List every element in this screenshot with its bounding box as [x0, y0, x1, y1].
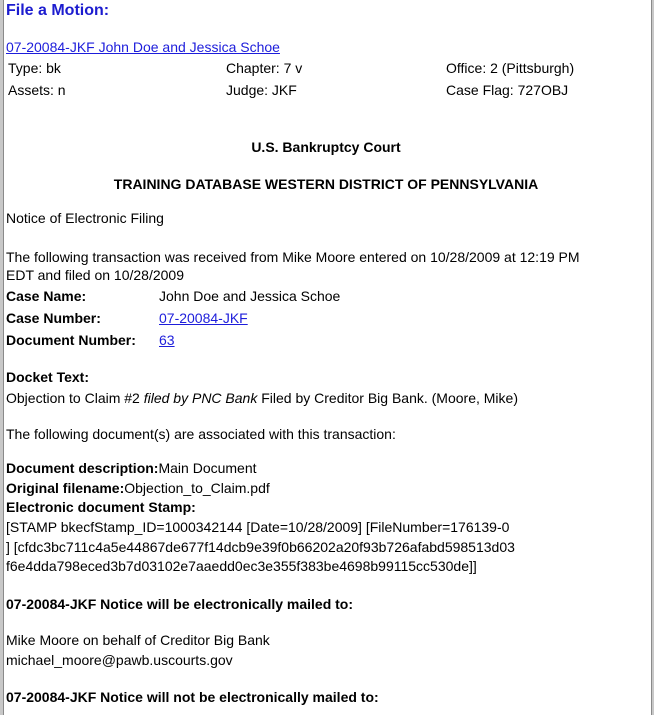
original-filename	[6, 480, 270, 496]
case-info-row	[8, 82, 608, 104]
case-number-link[interactable]: 07-20084-JKF	[159, 310, 248, 326]
stamp-line: [STAMP bkecfStamp_ID=1000342144 [Date=10/28/2009] [FileNumber=176139-0	[6, 519, 510, 535]
notice-heading: Notice of Electronic Filing	[6, 210, 164, 226]
case-info-table	[8, 60, 608, 104]
not-mailed-heading: 07-20084-JKF Notice will not be electronically mailed to:	[6, 689, 379, 705]
court-name: U.S. Bankruptcy Court	[251, 139, 401, 155]
document-description-label: Document description:	[6, 460, 159, 476]
docket-text-label: Docket Text:	[6, 369, 89, 385]
docket-text	[6, 390, 518, 406]
field-row	[6, 288, 340, 310]
case-flag: Case Flag: 727OBJ	[446, 82, 569, 98]
case-number-label: Case Number:	[6, 310, 101, 326]
docket-text-pre: Objection to Claim #2	[6, 390, 144, 406]
left-frame-border	[0, 0, 4, 715]
field-row	[6, 332, 340, 354]
court-district: TRAINING DATABASE WESTERN DISTRICT OF PENNSYLVANIA	[113, 176, 539, 192]
docket-text-post: Filed by Creditor Big Bank. (Moore, Mike)	[257, 390, 518, 406]
stamp-label: Electronic document Stamp:	[6, 499, 196, 515]
case-link[interactable]: 07-20084-JKF John Doe and Jessica Schoe	[6, 39, 280, 55]
page-title: File a Motion:	[6, 2, 110, 19]
recipient-email: michael_moore@pawb.uscourts.gov	[6, 652, 233, 668]
documents-intro: The following document(s) are associated with this transaction:	[6, 426, 396, 442]
case-info-row	[8, 60, 608, 82]
document-number-label: Document Number:	[6, 332, 136, 348]
mailed-heading: 07-20084-JKF Notice will be electronically mailed to:	[6, 596, 354, 612]
case-name-value: John Doe and Jessica Schoe	[159, 288, 341, 304]
original-filename-value: Objection_to_Claim.pdf	[124, 480, 270, 496]
document-number-link[interactable]: 63	[159, 332, 175, 348]
document-description	[6, 460, 257, 476]
original-filename-label: Original filename:	[6, 480, 125, 496]
transaction-text-line1: The following transaction was received from Mike Moore entered on 10/28/2009 at 12:19 PM	[6, 249, 580, 265]
case-name-label: Case Name:	[6, 288, 87, 304]
transaction-text-line2: EDT and filed on 10/28/2009	[6, 267, 184, 283]
recipient-name: Mike Moore on behalf of Creditor Big Bank	[6, 632, 270, 648]
case-chapter: Chapter: 7 v	[226, 60, 303, 76]
case-judge: Judge: JKF	[226, 82, 297, 98]
case-assets: Assets: n	[8, 82, 66, 98]
case-type: Type: bk	[8, 60, 61, 76]
stamp-line: ] [cfdc3bc711c4a5e44867de677f14dcb9e39f0b66202a20f93b726afabd598513d03	[6, 539, 515, 555]
document-description-value: Main Document	[158, 460, 257, 476]
stamp-line: f6e4dda798eced3b7d03102e7aaedd0ec3e355f383be4698b99115cc530de]]	[6, 558, 477, 574]
docket-text-italic: filed by PNC Bank	[143, 390, 258, 406]
field-row	[6, 310, 340, 332]
filing-fields-table	[6, 288, 340, 354]
case-office: Office: 2 (Pittsburgh)	[446, 60, 575, 76]
